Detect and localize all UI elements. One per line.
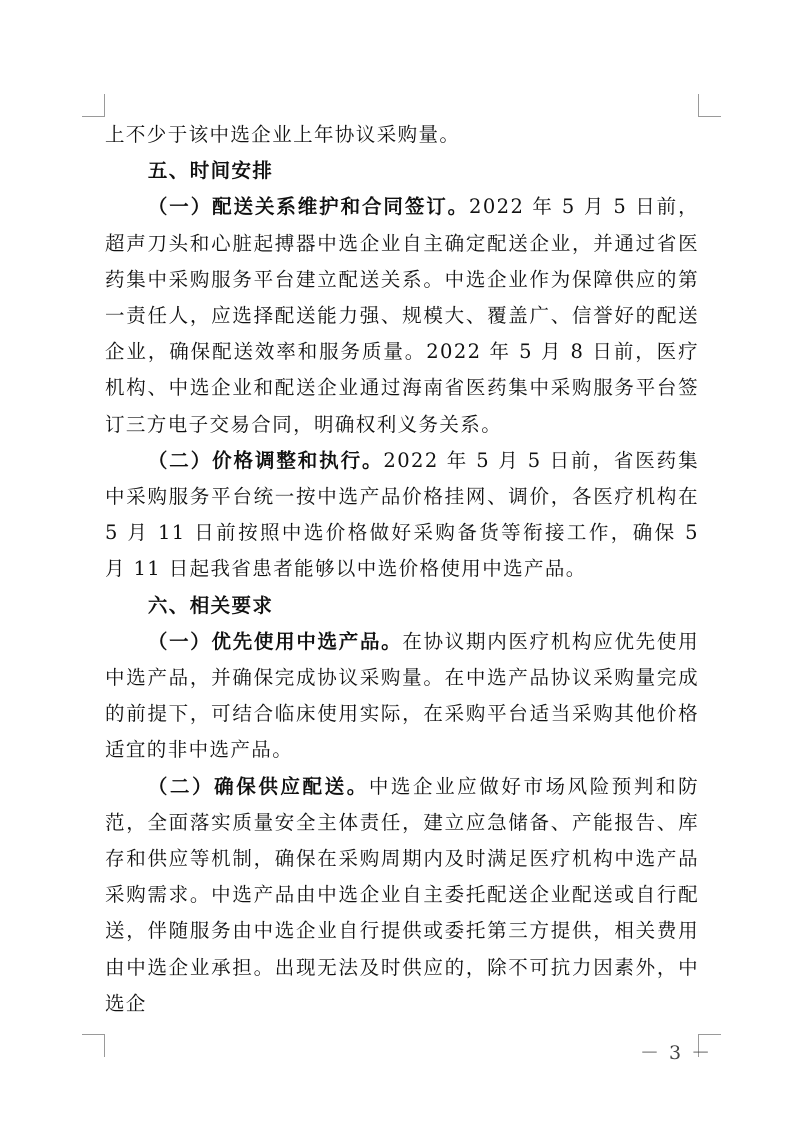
paragraph-price-adjustment: [105, 443, 699, 588]
item-lead: （一）配送关系维护和合同签订。: [147, 195, 470, 219]
paragraph-priority-use: [105, 624, 699, 769]
crop-mark-bottom-left: [82, 1034, 105, 1057]
continued-paragraph: 上不少于该中选企业上年协议采购量。: [105, 123, 461, 146]
crop-mark-top-right: [698, 94, 721, 117]
section-heading-requirements: 六、相关要求: [147, 593, 274, 617]
page-number: － 3 －: [640, 1042, 713, 1064]
crop-mark-top-left: [82, 94, 105, 117]
paragraph-distribution-contract: [105, 189, 699, 442]
paragraph-supply-guarantee: [105, 769, 699, 1022]
item-lead: （二）价格调整和执行。: [147, 448, 384, 472]
item-body: 中选企业应做好市场风险预判和防范，全面落实质量安全主体责任，建立应急储备、产能报告、库存和供应等机制，确保在采购周期内及时满足医疗机构中选产品采购需求。中选产品由中选企业自主委托配送企业配送或自行配送，伴随服务由中选企业自行提供或委托第三方提供，相关费用由中选企业承担。出现无法及时供应的，除不可抗力因素外，中选企: [105, 774, 699, 1015]
item-body: 2022 年 5 月 5 日前，省医药集中采购服务平台统一按中选产品价格挂网、调价，各医疗机构在 5 月 11 日前按照中选价格做好采购备货等衔接工作，确保 5 月 11 日起我省患者能够以中选价格使用中选产品。: [105, 448, 699, 581]
section-heading-schedule: 五、时间安排: [147, 159, 274, 183]
item-body: 2022 年 5 月 5 日前，超声刀头和心脏起搏器中选企业自主确定配送企业，并通过省医药集中采购服务平台建立配送关系。中选企业作为保障供应的第一责任人，应选择配送能力强、规模大、覆盖广、信誉好的配送企业，确保配送效率和服务质量。2022 年 5 月 8 日前，医疗机构、中选企业和配送企业通过海南省医药集中采购服务平台签订三方电子交易合同，明确权利义务关系。: [105, 195, 699, 436]
document-body: [105, 117, 699, 1022]
item-lead: （二）确保供应配送。: [147, 774, 369, 798]
item-body: 在协议期内医疗机构应优先使用中选产品，并确保完成协议采购量。在中选产品协议采购量完成的前提下，可结合临床使用实际，在采购平台适当采购其他价格适宜的非中选产品。: [105, 629, 699, 762]
item-lead: （一）优先使用中选产品。: [147, 629, 403, 653]
